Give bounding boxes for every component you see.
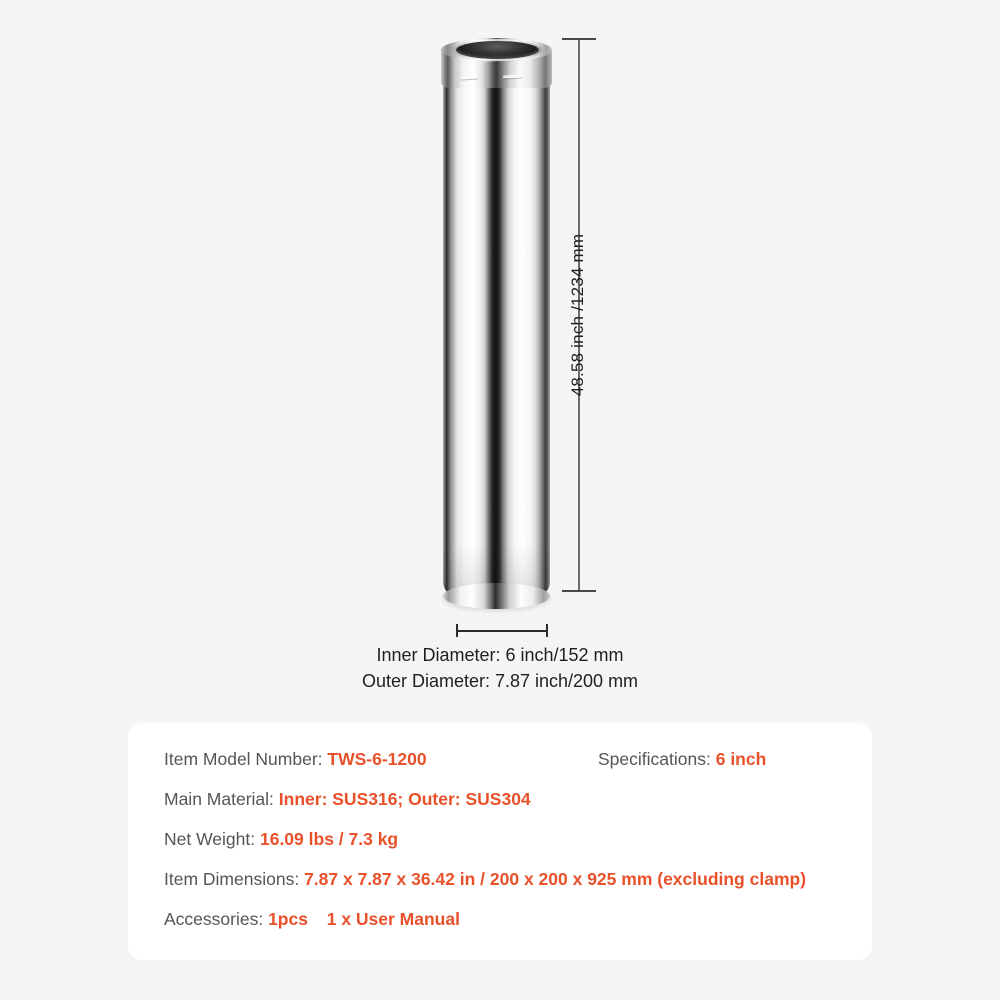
pipe-inner-opening [456,41,539,59]
spec-value-accessories-count: 1pcs [268,909,308,929]
spec-row-main-material [164,789,836,829]
spec-label-model-number: Item Model Number: [164,749,323,769]
spec-value-net-weight: 16.09 lbs / 7.3 kg [259,829,399,849]
diameter-dimension-tick-right [546,624,548,637]
spec-row-net-weight [164,829,836,869]
spec-value-model-number: TWS-6-1200 [327,749,427,769]
spec-value-specifications: 6 inch [715,749,767,769]
height-dimension-tick-top [562,38,596,40]
height-dimension-label: 48.58 inch /1234 mm [568,233,587,397]
spec-value-accessories-item: 1 x User Manual [326,909,460,929]
spec-label-net-weight: Net Weight: [164,829,256,849]
spec-row-model-number [164,749,836,789]
diameter-labels [0,642,1000,694]
spec-group-specifications [598,749,766,770]
chimney-pipe-image [443,36,550,608]
diameter-dimension-line [456,630,548,632]
inner-diameter-label: Inner Diameter: 6 inch/152 mm [376,645,624,665]
height-dimension-tick-bottom [562,590,596,592]
collar-emboss-mark [503,75,522,79]
spec-row-accessories [164,909,836,949]
spec-value-main-material: Inner: SUS316; Outer: SUS304 [278,789,531,809]
spec-label-specifications: Specifications: [598,749,711,769]
spec-label-main-material: Main Material: [164,789,274,809]
spec-label-item-dimensions: Item Dimensions: [164,869,300,889]
spec-label-accessories: Accessories: [164,909,264,929]
spec-value-item-dimensions: 7.87 x 7.87 x 36.42 in / 200 x 200 x 925 mm (excluding clamp) [304,869,807,889]
diameter-dimension-tick-left [456,624,458,637]
pipe-bottom-rim [443,583,550,609]
outer-diameter-label: Outer Diameter: 7.87 inch/200 mm [361,671,639,691]
spec-row-item-dimensions [164,869,836,909]
collar-emboss-mark [461,75,478,79]
specifications-card [128,723,872,960]
pipe-body [443,58,550,608]
